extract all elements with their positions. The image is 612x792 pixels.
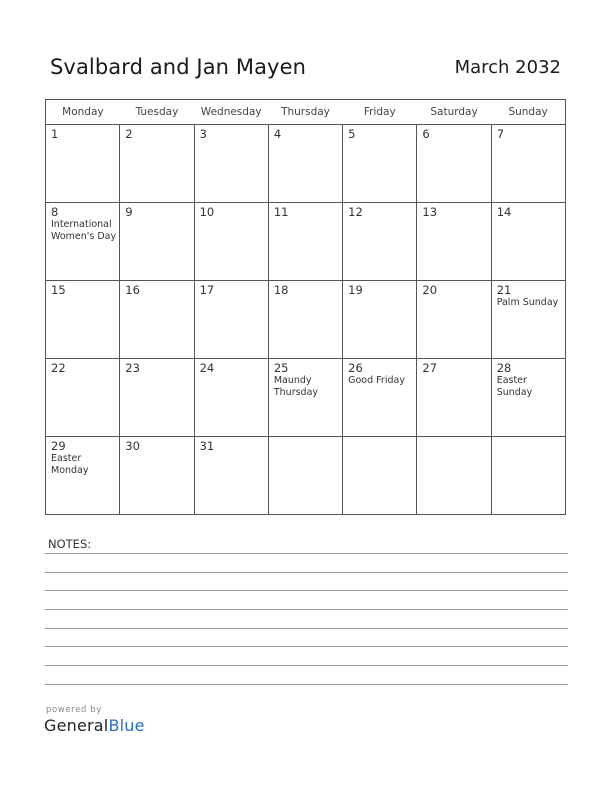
calendar-day-cell — [343, 125, 417, 203]
calendar-country-title: Svalbard and Jan Mayen — [50, 55, 307, 79]
day-number: 29 — [51, 439, 66, 453]
day-number: 4 — [273, 127, 282, 141]
calendar-day-cell — [268, 281, 342, 359]
day-number: 19 — [348, 283, 363, 297]
calendar-day-cell — [46, 437, 120, 515]
calendar-day-cell — [417, 437, 491, 515]
day-number: 24 — [199, 361, 215, 375]
calendar-day-cell — [417, 281, 491, 359]
calendar-day-cell — [491, 125, 565, 203]
weekday-header: Sunday — [491, 100, 565, 125]
calendar-day-cell — [194, 125, 268, 203]
calendar-day-cell — [268, 125, 342, 203]
weekday-header: Monday — [46, 100, 120, 125]
calendar-month-title: March 2032 — [454, 57, 561, 78]
calendar-day-cell — [194, 281, 268, 359]
day-number: 8 — [51, 205, 59, 219]
note-line — [45, 684, 568, 685]
day-number: 18 — [273, 283, 289, 297]
calendar-day-cell — [268, 437, 342, 515]
note-line — [45, 590, 568, 591]
calendar-day-cell — [120, 359, 194, 437]
calendar-day-cell — [417, 203, 491, 281]
day-number: 11 — [273, 205, 289, 219]
day-number: 26 — [348, 361, 363, 375]
calendar-day-cell — [268, 359, 342, 437]
weekday-header: Tuesday — [120, 100, 194, 125]
day-number: 9 — [125, 205, 133, 219]
day-number: 30 — [125, 439, 140, 453]
calendar-day-cell — [343, 203, 417, 281]
note-line — [45, 572, 568, 573]
holiday-label: Palm Sunday — [496, 297, 559, 308]
day-number: 20 — [422, 283, 438, 297]
note-line — [45, 609, 568, 610]
calendar-day-cell — [268, 203, 342, 281]
calendar-week-row — [46, 125, 566, 203]
note-line — [45, 553, 568, 554]
day-number: 22 — [51, 361, 66, 375]
day-number: 31 — [199, 439, 215, 453]
weekday-header: Wednesday — [194, 100, 268, 125]
calendar-day-cell — [491, 359, 565, 437]
calendar-day-cell — [194, 203, 268, 281]
calendar-day-cell — [194, 437, 268, 515]
day-number: 25 — [273, 361, 289, 375]
powered-by-text: powered by — [46, 705, 102, 715]
generalblue-logo — [44, 716, 145, 735]
calendar-week-row — [46, 359, 566, 437]
day-number: 21 — [496, 283, 512, 297]
holiday-label: Easter Monday — [51, 453, 89, 476]
calendar-day-cell — [491, 203, 565, 281]
calendar-day-cell — [491, 281, 565, 359]
calendar-day-cell — [417, 359, 491, 437]
calendar-week-row — [46, 437, 566, 515]
calendar-day-cell — [417, 125, 491, 203]
note-line — [45, 665, 568, 666]
note-line — [45, 628, 568, 629]
calendar-day-cell — [343, 437, 417, 515]
day-number: 5 — [348, 127, 356, 141]
day-number: 1 — [51, 127, 59, 141]
calendar-day-cell — [120, 281, 194, 359]
day-number: 14 — [496, 205, 512, 219]
holiday-label: Good Friday — [348, 375, 405, 386]
day-number: 23 — [125, 361, 140, 375]
calendar-day-cell — [46, 359, 120, 437]
calendar-week-row — [46, 203, 566, 281]
day-number: 27 — [422, 361, 438, 375]
day-number: 10 — [199, 205, 215, 219]
holiday-label: Maundy Thursday — [273, 375, 319, 398]
weekday-header: Friday — [343, 100, 417, 125]
calendar-day-cell — [120, 125, 194, 203]
month-calendar-grid — [45, 99, 566, 515]
calendar-day-cell — [46, 125, 120, 203]
day-number: 15 — [51, 283, 66, 297]
day-number: 16 — [125, 283, 140, 297]
calendar-day-cell — [46, 281, 120, 359]
day-number: 2 — [125, 127, 133, 141]
calendar-day-cell — [194, 359, 268, 437]
holiday-label: Easter Sunday — [496, 375, 533, 398]
day-number: 7 — [496, 127, 505, 141]
day-number: 12 — [348, 205, 363, 219]
day-number: 3 — [199, 127, 207, 141]
calendar-day-cell — [491, 437, 565, 515]
calendar-day-cell — [120, 203, 194, 281]
calendar-body — [46, 125, 566, 515]
day-number: 13 — [422, 205, 438, 219]
note-line — [45, 646, 568, 647]
calendar-day-cell — [343, 281, 417, 359]
calendar-day-cell — [120, 437, 194, 515]
calendar-week-row — [46, 281, 566, 359]
brand-blue-text: Blue — [108, 716, 145, 735]
day-number: 6 — [422, 127, 430, 141]
notes-label: NOTES: — [48, 537, 92, 551]
weekday-header-row — [46, 100, 566, 125]
calendar-day-cell — [343, 359, 417, 437]
brand-general-text: General — [44, 716, 109, 735]
day-number: 17 — [199, 283, 215, 297]
weekday-header: Saturday — [417, 100, 491, 125]
weekday-header: Thursday — [268, 100, 342, 125]
holiday-label: International Women's Day — [51, 219, 117, 242]
day-number: 28 — [496, 361, 512, 375]
calendar-day-cell — [46, 203, 120, 281]
